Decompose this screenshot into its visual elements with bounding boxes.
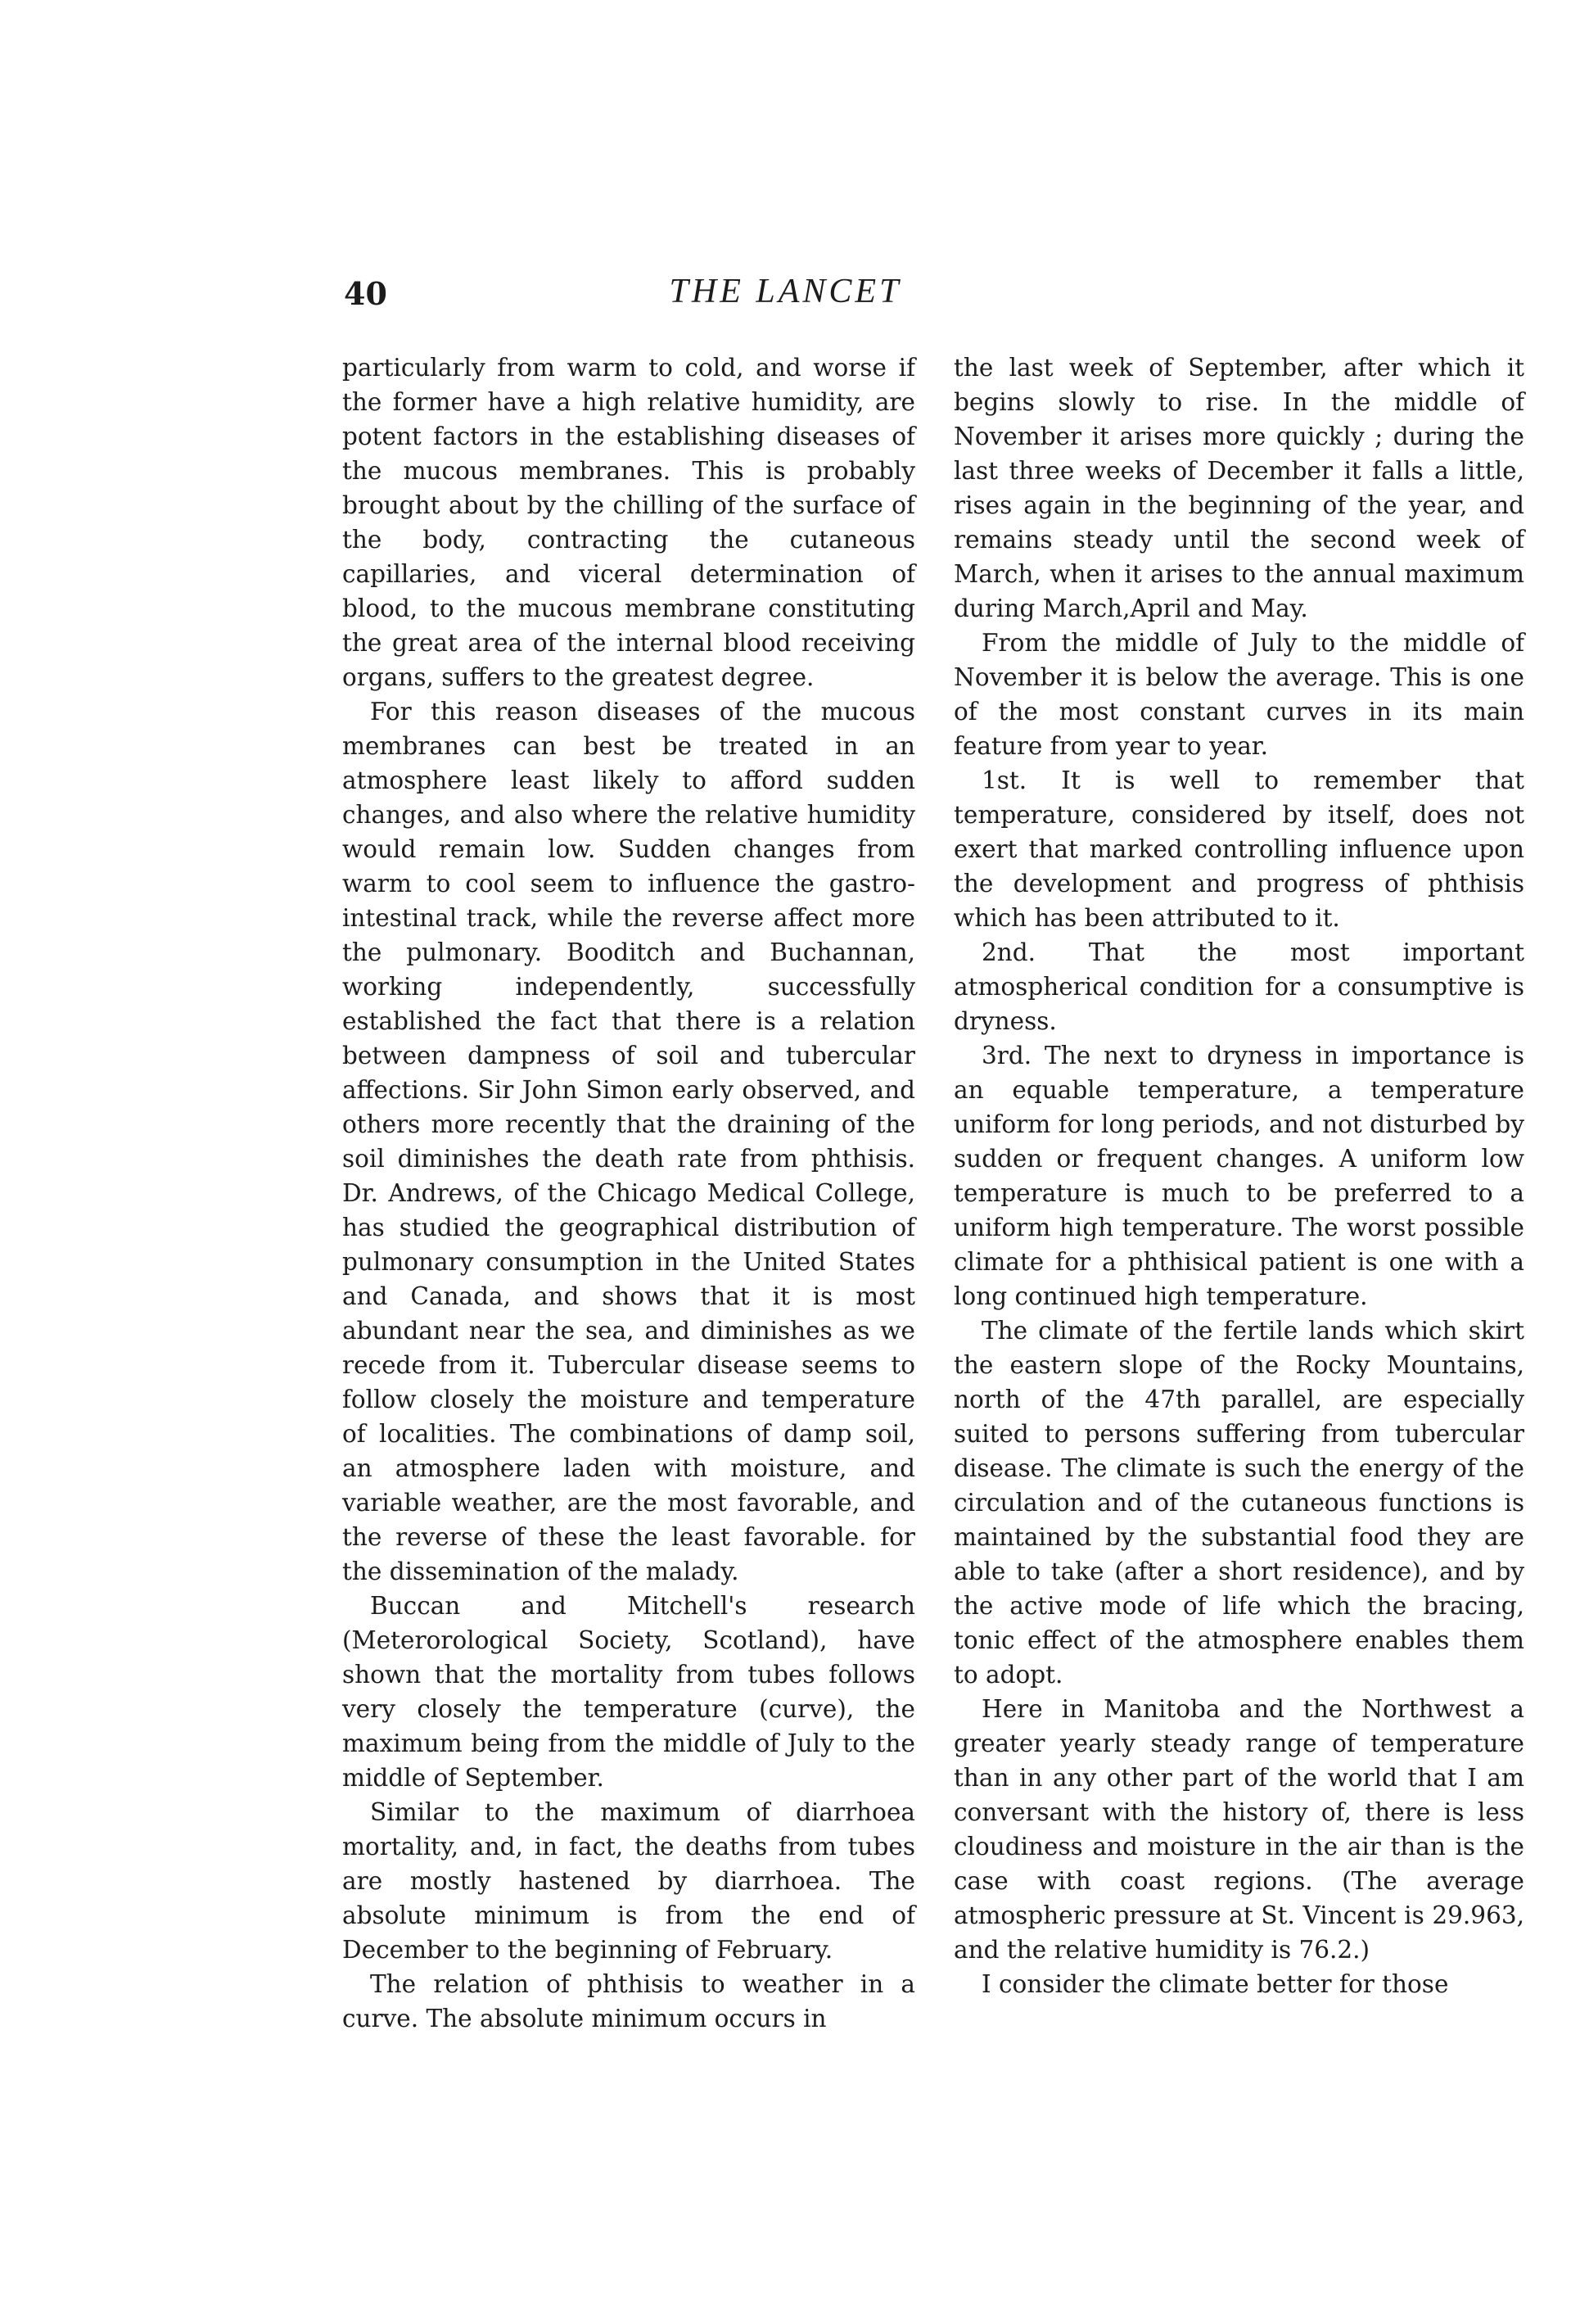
paragraph: Buccan and Mitchell's research (Meterorological Society, Scotland), have shown that the mortality from tubes follows very closely the temperature (curve), the maximum being from the middle of July to the middle of September.	[342, 1592, 915, 1792]
paragraph: From the middle of July to the middle of November it is below the average. This is one of the most constant curves in its main feature from year to year.	[954, 629, 1524, 760]
paragraph: 2nd. That the most important atmospherical condition for a consumptive is dryness.	[954, 938, 1524, 1035]
right-column	[954, 350, 1524, 2001]
page-number: 40	[344, 275, 387, 312]
paragraph: particularly from warm to cold, and worse if the former have a high relative humidity, are potent factors in the establishing diseases of the mucous membranes. This is probably brought about by the chilling of the surface of the body, contracting the cutaneous capillaries, and viceral determination of blood, to the mucous membrane constituting the great area of the internal blood receiving organs, suffers to the greatest degree.	[342, 354, 915, 691]
paragraph: The climate of the fertile lands which skirt the eastern slope of the Rocky Mountains, north of the 47th parallel, are especially suited to persons suffering from tubercular disease. The climate is such the energy of the circulation and of the cutaneous functions is maintained by the substantial food they are able to take (after a short residence), and by the active mode of life which the bracing, tonic effect of the atmosphere enables them to adopt.	[954, 1317, 1524, 1689]
paragraph: I consider the climate better for those	[982, 1970, 1449, 1998]
paragraph: Here in Manitoba and the Northwest a greater yearly steady range of temperature than in any other part of the world that I am conversant with the history of, there is less cloudiness and moisture in the air than is the case with coast regions. (The average atmospheric pressure at St. Vincent is 29.963, and the relative humidity is 76.2.)	[954, 1695, 1524, 1964]
paragraph: 1st. It is well to remember that temperature, considered by itself, does not exert that marked controlling influence upon the development and progress of phthisis which has been attributed to it.	[954, 766, 1524, 932]
paragraph: 3rd. The next to dryness in importance is an equable temperature, a temperature uniform for long periods, and not disturbed by sudden or frequent changes. A uniform low temperature is much to be preferred to a uniform high temperature. The worst possible climate for a phthisical patient is one with a long continued high temperature.	[954, 1042, 1524, 1310]
paragraph: For this reason diseases of the mucous membranes can best be treated in an atmosphere least likely to afford sudden changes, and also where the relative humidity would remain low. Sudden changes from warm to cool seem to influence the gastro-intestinal track, while the reverse affect more the pulmonary. Booditch and Buchannan, working independently, successfully established the fact that there is a relation between dampness of soil and tubercular affections. Sir John Simon early observed, and others more recently that the draining of the soil diminishes the death rate from phthisis. Dr. Andrews, of the Chicago Medical College, has studied the geographical distribution of pulmonary consumption in the United States and Canada, and shows that it is most abundant near the sea, and diminishes as we recede from it. Tubercular disease seems to follow closely the moisture and temperature of localities. The combinations of damp soil, an atmosphere laden with moisture, and variable weather, are the most favorable, and the reverse of these the least favorable. for the dissemination of the malady.	[342, 698, 915, 1585]
running-title: THE LANCET	[669, 273, 902, 310]
left-column	[342, 350, 915, 2036]
paragraph: Similar to the maximum of diarrhoea mortality, and, in fact, the deaths from tubes are mostly hastened by diarrhoea. The absolute minimum is from the end of December to the beginning of February.	[342, 1798, 915, 1964]
paragraph: the last week of September, after which it begins slowly to rise. In the middle of November it arises more quickly ; during the last three weeks of December it falls a little, rises again in the beginning of the year, and remains steady until the second week of March, when it arises to the annual maximum during March,April and May.	[954, 354, 1524, 622]
paragraph: The relation of phthisis to weather in a curve. The absolute minimum occurs in	[342, 1970, 915, 2032]
